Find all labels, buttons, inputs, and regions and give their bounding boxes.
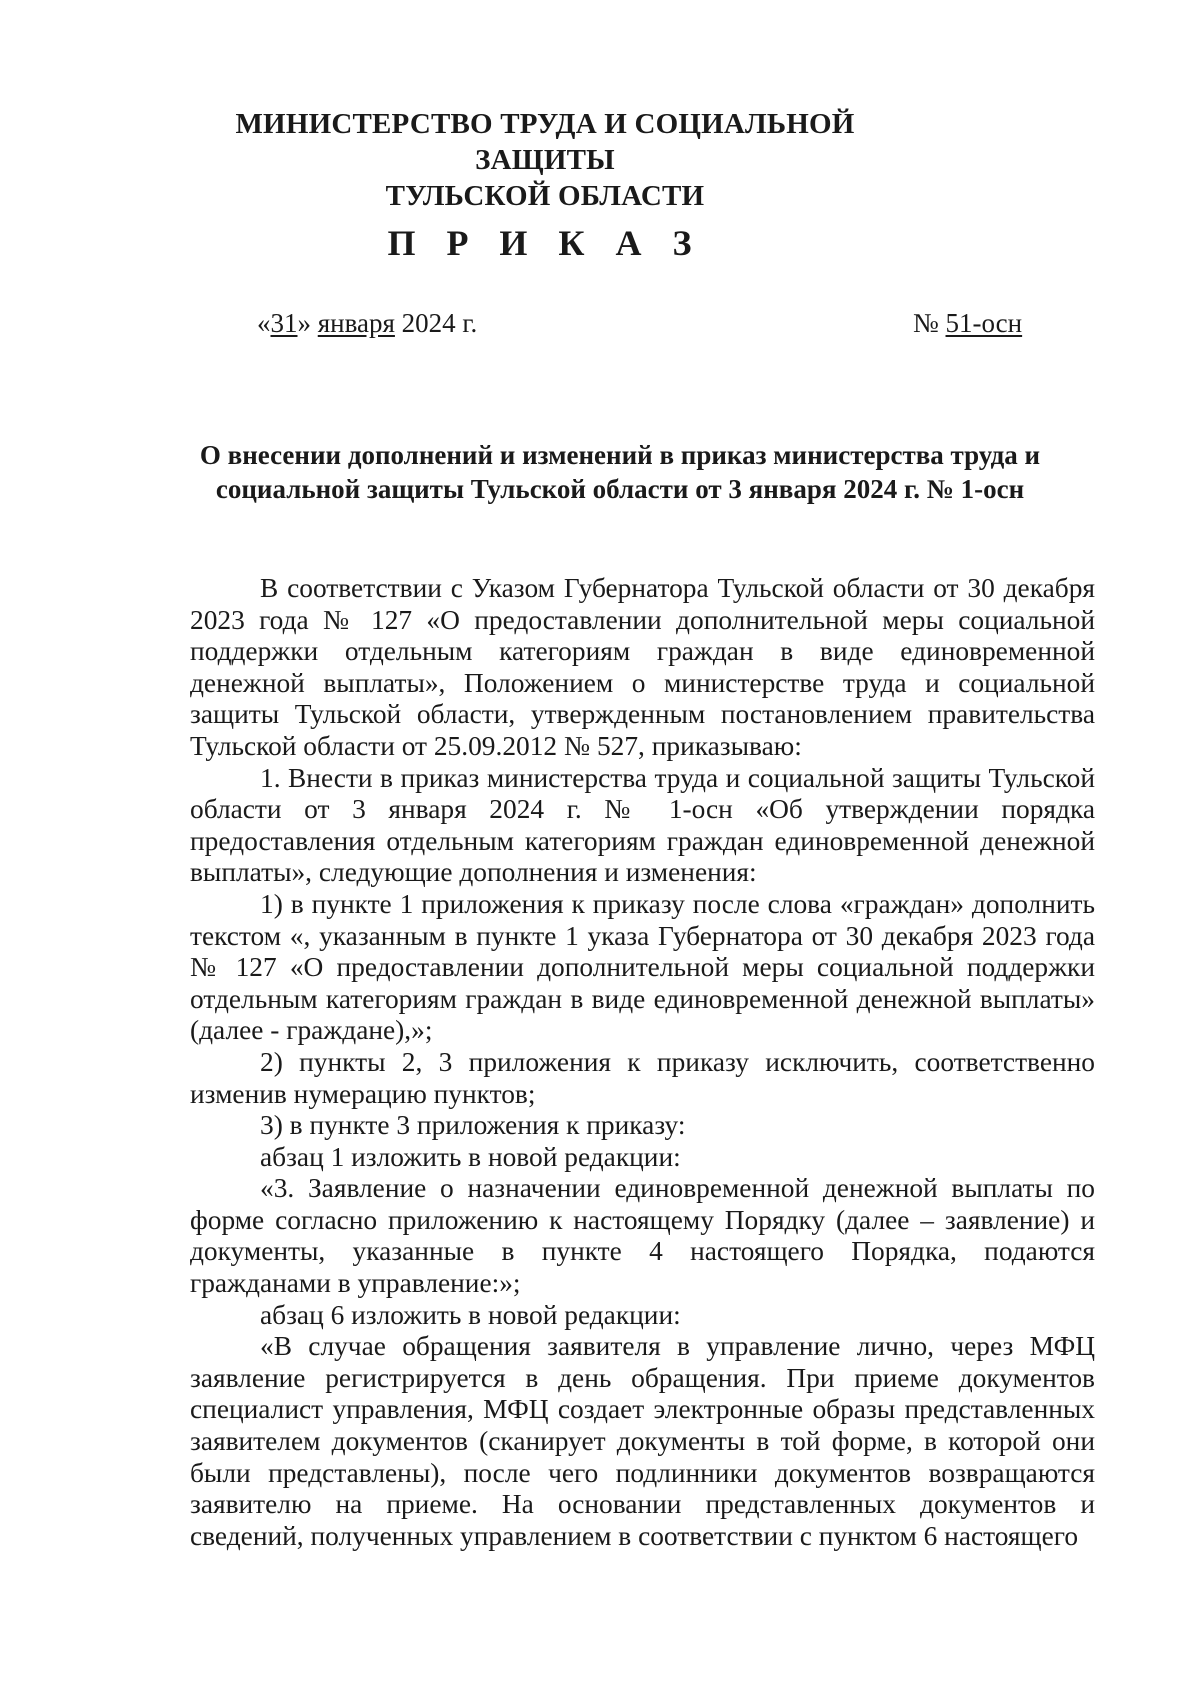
- order-subject: [150, 438, 1090, 506]
- paragraph-subitem-1: 1) в пункте 1 приложения к приказу после слова «граждан» дополнить текстом «, указанным в пункте 1 указа Губернатора от 30 декабря 2023 года № 127 «О предоставлении дополнительной меры социальной поддержки отдельным категориям граждан в виде единовременной денежной выплаты» (далее - граждане),»;: [190, 888, 1095, 1046]
- date-day: 31: [270, 308, 298, 338]
- date-open-quote: «: [257, 308, 271, 338]
- ministry-name: [200, 106, 890, 214]
- paragraph-subitem-2: 2) пункты 2, 3 приложения к приказу исключить, соответственно изменив нумерацию пунктов;: [190, 1046, 1095, 1109]
- date-year: 2024 г.: [401, 308, 478, 338]
- subject-line-1: О внесении дополнений и изменений в приказ министерства труда и: [199, 440, 1041, 470]
- subject-line-2: социальной защиты Тульской области от 3 января 2024 г. № 1-осн: [215, 474, 1025, 504]
- paragraph-subitem-3: 3) в пункте 3 приложения к приказу:: [260, 1110, 686, 1141]
- order-date: [257, 308, 477, 339]
- order-title: П Р И К А З: [387, 223, 703, 263]
- number-prefix: №: [913, 308, 939, 338]
- paragraph-preamble: В соответствии с Указом Губернатора Тульской области от 30 декабря 2023 года № 127 «О предоставлении дополнительной меры социальной поддержки отдельным категориям граждан в виде единовременной денежной выплаты», Положением о министерстве труда и социальной защиты Тульской области, утвержденным постановлением правительства Тульской области от 25.09.2012 № 527, приказываю:: [190, 573, 1095, 761]
- date-month: января: [317, 308, 395, 338]
- ministry-line-1: МИНИСТЕРСТВО ТРУДА И СОЦИАЛЬНОЙ ЗАЩИТЫ: [235, 108, 855, 176]
- ministry-line-2: ТУЛЬСКОЙ ОБЛАСТИ: [385, 180, 705, 212]
- order-number: [913, 308, 1022, 339]
- order-body: [190, 573, 1095, 1552]
- paragraph-abzac-6-intro: абзац 6 изложить в новой редакции:: [260, 1299, 681, 1330]
- date-close-quote: »: [297, 308, 311, 338]
- paragraph-abzac-1-text: «3. Заявление о назначении единовременной денежной выплаты по форме согласно приложению к настоящему Порядку (далее – заявление) и документы, указанные в пункте 4 настоящего Порядка, подаются гражданами в управление:»;: [190, 1173, 1095, 1299]
- paragraph-abzac-1-intro: абзац 1 изложить в новой редакции:: [260, 1141, 681, 1172]
- paragraph-abzac-6-text: «В случае обращения заявителя в управление лично, через МФЦ заявление регистрируется в день обращения. При приеме документов специалист управления, МФЦ создает электронные образы представленных заявителем документов (сканирует документы в той форме, в которой они были представлены), после чего подлинники документов возвращаются заявителю на приеме. На основании представленных документов и сведений, полученных управлением в соответствии с пунктом 6 настоящего: [190, 1331, 1095, 1551]
- number-value: 51-осн: [945, 308, 1023, 338]
- paragraph-item-1: 1. Внести в приказ министерства труда и социальной защиты Тульской области от 3 января 2024 г. № 1-осн «Об утверждении порядка предоставления отдельным категориям граждан единовременной денежной выплаты», следующие дополнения и изменения:: [190, 762, 1095, 888]
